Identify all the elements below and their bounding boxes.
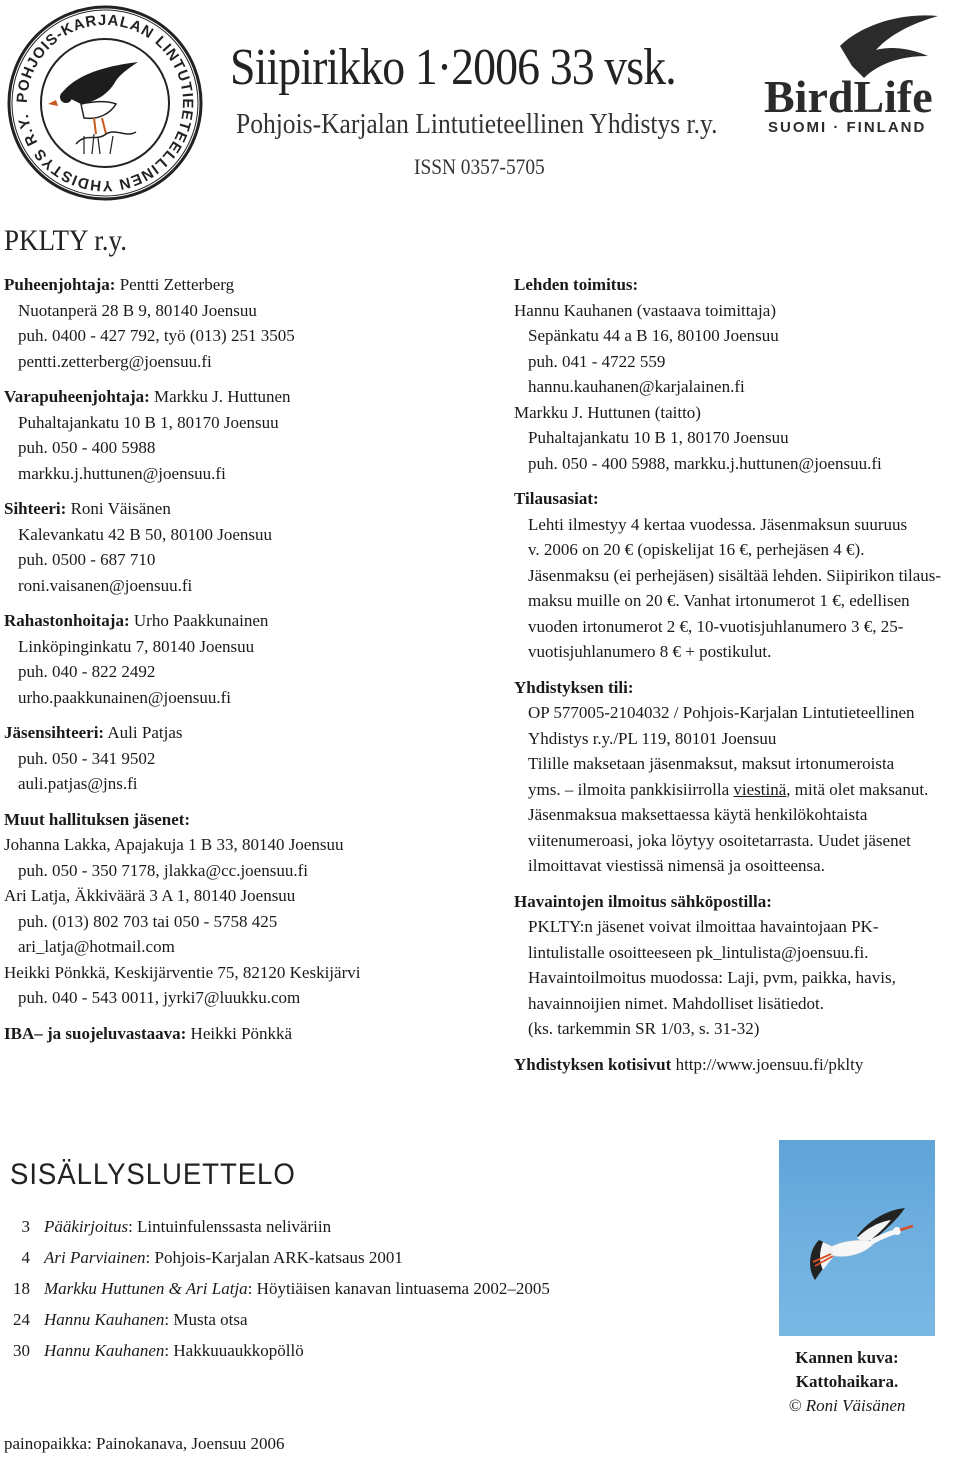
info-column [514, 272, 944, 1077]
email: urho.paakkunainen@joensuu.fi [18, 687, 231, 707]
editor-line: Markku J. Huttunen (taitto) [514, 402, 701, 422]
board-column [4, 272, 474, 1046]
orders-line: maksu muille on 20 €. Vanhat irtonumerot 1 €, edellisen [528, 591, 910, 610]
role-label: Rahastonhoitaja: [4, 611, 130, 630]
person-name: Roni Väisänen [70, 499, 171, 518]
address: Nuotanperä 28 B 9, 80140 Joensuu [18, 300, 257, 320]
toc-page: 18 [13, 1279, 30, 1298]
sightings-line: lintulistalle osoitteeseen pk_lintulista@joensuu.fi. [528, 942, 869, 962]
org-abbreviation: PKLTY r.y. [4, 224, 128, 257]
orders-line: vuoden irtonumerot 2 €, 10-vuotisjuhlanumero 3 €, 25- [528, 616, 904, 636]
phone: puh. 050 - 341 9502 [18, 748, 156, 768]
toc-item[interactable]: 24 Hannu Kauhanen: Musta otsa [0, 1308, 550, 1339]
member-line: Johanna Lakka, Apajakuja 1 B 33, 80140 Joensuu [4, 835, 344, 854]
editor-line: Puhaltajankatu 10 B 1, 80170 Joensuu [528, 428, 789, 447]
cover-caption [782, 1346, 912, 1418]
editor-line: Hannu Kauhanen (vastaava toimittaja) [514, 300, 776, 320]
birdlife-logo [760, 6, 956, 136]
section-heading: Tilausasiat: [514, 489, 599, 508]
account-line: Jäsenmaksua maksettaessa käytä henkilökohtaista [528, 805, 868, 824]
account-line: ilmoittavat viestissä nimensä ja osoitteensa. [528, 856, 825, 875]
account-line: OP 577005-2104032 / Pohjois-Karjalan Lintutieteellinen [528, 703, 915, 722]
board-treasurer [4, 608, 474, 710]
caption-species: Kattohaikara. [795, 1372, 899, 1391]
member-line: puh. 050 - 350 7178, jlakka@cc.joensuu.fi [18, 860, 308, 880]
orders-line: Lehti ilmestyy 4 kertaa vuodessa. Jäsenmaksun suuruus [528, 514, 908, 534]
association-name: Pohjois-Karjalan Lintutieteellinen Yhdistys r.y. [236, 108, 718, 140]
role-label: IBA– ja suojeluvastaava: [4, 1023, 187, 1043]
role-label: Puheenjohtaja: [4, 275, 116, 294]
orders-section [514, 486, 944, 665]
other-board-members [4, 807, 474, 1011]
toc-item[interactable]: 30 Hannu Kauhanen: Hakkuuaukkopöllö [0, 1339, 550, 1370]
underlined-word: viestinä [733, 779, 787, 799]
toc-item[interactable]: 4 Ari Parviainen: Pohjois-Karjalan ARK-katsaus 2001 [0, 1246, 550, 1277]
toc-article-title: Hakkuuaukkopöllö [173, 1341, 304, 1360]
email: pentti.zetterberg@joensuu.fi [18, 351, 212, 371]
account-line: viitenumeroasi, joka löytyy osoitetarrasta. Uudet jäsenet [528, 830, 911, 850]
account-line: Yhdistys r.y./PL 119, 80101 Joensuu [528, 728, 777, 748]
board-chair [4, 272, 474, 374]
member-line: ari_latja@hotmail.com [18, 937, 175, 956]
orders-line: Jäsenmaksu (ei perhejäsen) sisältää lehden. Siipirikon tilaus- [528, 565, 942, 585]
address: Linköpinginkatu 7, 80140 Joensuu [18, 636, 255, 656]
orders-line: vuotisjuhlanumero 8 € + postikulut. [528, 642, 772, 661]
account-section [514, 675, 944, 879]
account-text: yms. – ilmoita pankkisiirrolla [528, 779, 734, 799]
board-secretary [4, 496, 474, 598]
website-section [514, 1052, 944, 1078]
section-heading: Havaintojen ilmoitus sähköpostilla: [514, 891, 772, 911]
role-label: Jäsensihteeri: [4, 723, 105, 742]
email: roni.vaisanen@joensuu.fi [18, 575, 193, 595]
svg-text:SUOMI · FINLAND: SUOMI · FINLAND [768, 119, 927, 136]
address: Kalevankatu 42 B 50, 80100 Joensuu [18, 524, 273, 544]
board-membership-secretary [4, 720, 474, 797]
person-name: Urho Paakkunainen [133, 611, 269, 630]
svg-text:BirdLife: BirdLife [764, 71, 933, 122]
toc-article-title: Musta otsa [173, 1310, 248, 1329]
svg-text:POHJOIS-KARJALAN LINTUTIEETEEL: POHJOIS-KARJALAN LINTUTIEETEELLINEN YHDISTYS R.Y. [13, 11, 197, 195]
toc-list [0, 1215, 550, 1370]
association-seal-logo [6, 4, 204, 202]
toc-author: Hannu Kauhanen [44, 1341, 165, 1360]
toc-item[interactable]: 18 Markku Huttunen & Ari Latja: Höytiäisen kanavan lintuasema 2002–2005 [0, 1277, 550, 1308]
editor-line: Sepänkatu 44 a B 16, 80100 Joensuu [528, 326, 779, 345]
editor-line: puh. 050 - 400 5988, markku.j.huttunen@joensuu.fi [528, 453, 882, 473]
phone: puh. 040 - 822 2492 [18, 662, 156, 681]
role-label: Sihteeri: [4, 499, 67, 518]
caption-credit: © Roni Väisänen [788, 1396, 906, 1415]
toc-item[interactable]: 3 Pääkirjoitus: Lintuinfulenssasta neliväriin [0, 1215, 550, 1246]
email: auli.patjas@jns.fi [18, 774, 138, 793]
phone: puh. 050 - 400 5988 [18, 438, 156, 457]
toc-title: SISÄLLYSLUETTELO [10, 1158, 296, 1191]
member-line: puh. (013) 802 703 tai 050 - 5758 425 [18, 911, 278, 931]
caption-label: Kannen kuva: [795, 1348, 899, 1367]
toc-article-title: Lintuinfulenssasta neliväriin [137, 1217, 332, 1236]
printer-info: painopaikka: Painokanava, Joensuu 2006 [4, 1434, 285, 1453]
member-line: Ari Latja, Äkkiväärä 3 A 1, 80140 Joensuu [4, 886, 296, 905]
phone: puh. 0500 - 687 710 [18, 550, 156, 569]
account-line [514, 777, 944, 803]
journal-title: Siipirikko 1·2006 33 vsk. [230, 39, 676, 96]
section-heading: Yhdistyksen tili: [514, 677, 634, 697]
account-line: Tilille maksetaan jäsenmaksut, maksut irtonumeroista [528, 754, 895, 773]
toc-page: 3 [21, 1217, 30, 1236]
editor-line: puh. 041 - 4722 559 [528, 351, 666, 371]
website-url[interactable]: http://www.joensuu.fi/pklty [675, 1054, 864, 1074]
role-label: Varapuheenjohtaja: [4, 387, 150, 406]
sightings-line: (ks. tarkemmin SR 1/03, s. 31-32) [528, 1019, 760, 1038]
toc-page: 30 [13, 1341, 30, 1360]
person-name: Auli Patjas [107, 723, 183, 742]
toc-article-title: Höytiäisen kanavan lintuasema 2002–2005 [256, 1279, 550, 1298]
section-heading: Yhdistyksen kotisivut [514, 1054, 672, 1074]
editorial-section [514, 272, 944, 476]
toc-author: Ari Parviainen [44, 1248, 146, 1267]
issn: ISSN 0357-5705 [414, 154, 545, 179]
toc-author: Pääkirjoitus [44, 1217, 129, 1236]
email: markku.j.huttunen@joensuu.fi [18, 463, 226, 483]
phone: puh. 0400 - 427 792, työ (013) 251 3505 [18, 326, 295, 345]
cover-photo-stork [779, 1140, 935, 1336]
toc-author: Hannu Kauhanen [44, 1310, 165, 1329]
iba-officer [4, 1021, 474, 1047]
editor-line: hannu.kauhanen@karjalainen.fi [528, 377, 745, 396]
person-name: Pentti Zetterberg [119, 275, 235, 294]
orders-line: v. 2006 on 20 € (opiskelijat 16 €, perhejäsen 4 €). [528, 540, 865, 559]
toc-page: 4 [21, 1248, 30, 1267]
section-heading: Lehden toimitus: [514, 275, 639, 294]
person-name: Markku J. Huttunen [154, 387, 291, 406]
member-line: puh. 040 - 543 0011, jyrki7@luukku.com [18, 988, 301, 1007]
sightings-line: PKLTY:n jäsenet voivat ilmoittaa havaintojaan PK- [528, 917, 879, 936]
section-heading: Muut hallituksen jäsenet: [4, 809, 191, 829]
toc-article-title: Pohjois-Karjalan ARK-katsaus 2001 [154, 1248, 403, 1267]
person-name: Heikki Pönkkä [190, 1023, 293, 1043]
sightings-section [514, 889, 944, 1042]
member-line: Heikki Pönkkä, Keskijärventie 75, 82120 Keskijärvi [4, 962, 361, 982]
toc-author: Markku Huttunen & Ari Latja [44, 1279, 248, 1298]
sightings-line: havainnoijien nimet. Mahdolliset lisätiedot. [528, 993, 825, 1013]
address: Puhaltajankatu 10 B 1, 80170 Joensuu [18, 412, 279, 432]
toc-page: 24 [13, 1310, 30, 1329]
account-text: , mitä olet maksanut. [786, 779, 929, 799]
board-vice-chair [4, 384, 474, 486]
sightings-line: Havaintoilmoitus muodossa: Laji, pvm, paikka, havis, [528, 968, 896, 987]
